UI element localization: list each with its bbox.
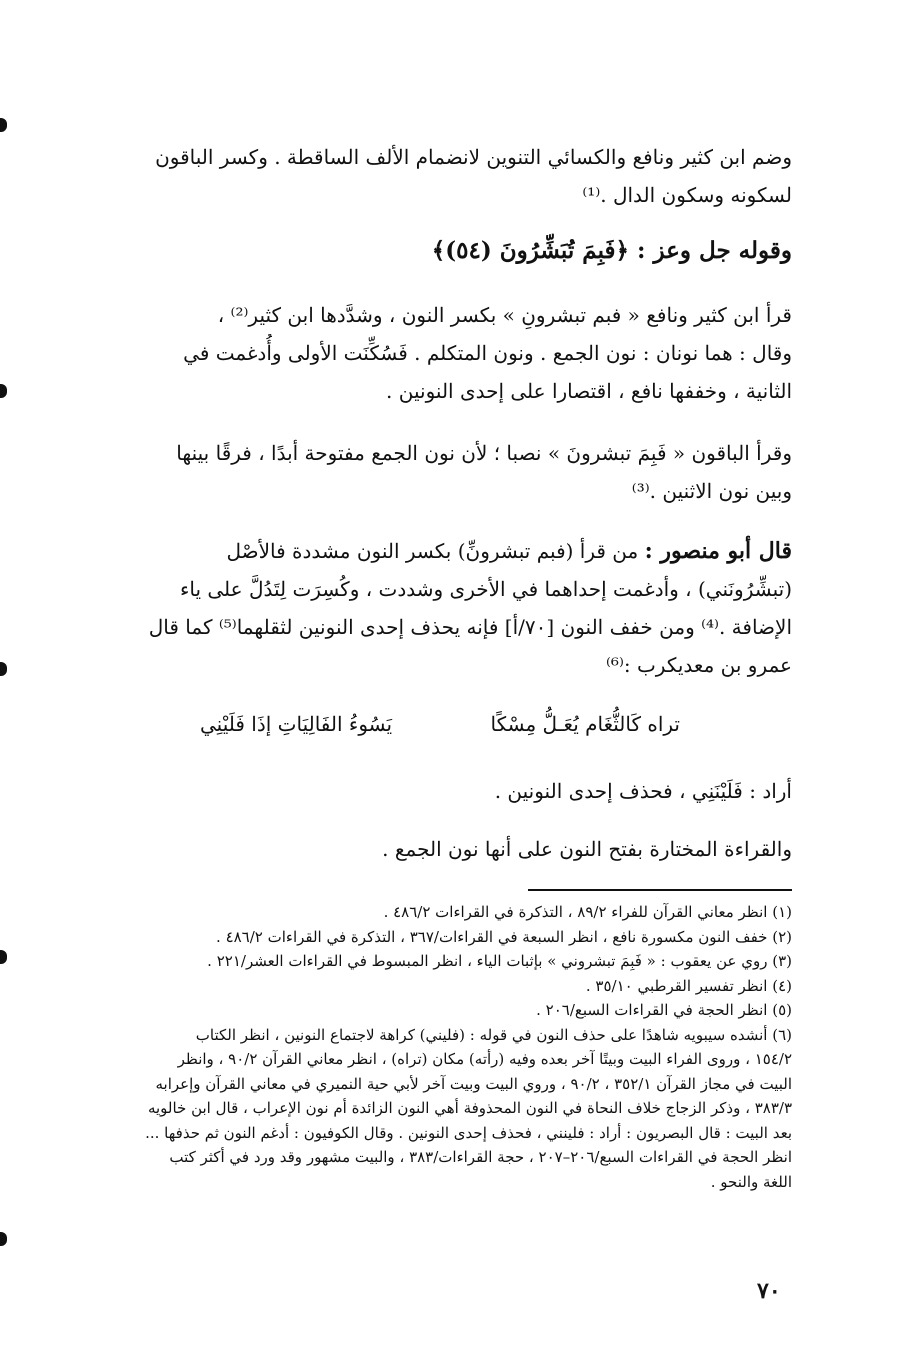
footnote-line: (٣) روي عن يعقوب : « فَبِمَ تبشروني » بإثبات الياء ، انظر المبسوط في القراءات العشر/٢٢١ . [207, 952, 792, 970]
poem-hemistich-1: تراه كَالثُّغَام يُعَـلُّ مِسْكًا [490, 712, 680, 736]
text-line: الثانية ، وخففها نافع ، اقتصارا على إحدى النونين . [386, 379, 792, 403]
paragraph-6 [92, 830, 792, 868]
footnote-line: (٤) انظر تفسير القرطبي ٣٥/١٠ . [585, 976, 792, 995]
paragraph-5 [92, 772, 792, 810]
page-number: ٧٠ [757, 1278, 781, 1304]
text-line: أراد : فَلَيْنَنِي ، فحذف إحدى النونين . [494, 779, 792, 803]
footnote-line: اللغة والنحو . [710, 1172, 792, 1191]
footnote-line: بعد البيت : قال البصريون : أراد : فلينني ، فحذف إحدى النونين . وقال الكوفيون : أدغم النون ثم حذفها ... [145, 1123, 792, 1142]
footnotes [92, 900, 792, 1194]
scan-margin-mark [0, 662, 7, 676]
text-line: قرأ ابن كثير ونافع « فبم تبشرونِ » بكسر النون ، وشدَّدها ابن كثير⁽²⁾ ، [217, 303, 792, 327]
footnote-line: انظر الحجة في القراءات السبع/٢٠٦–٢٠٧ ، حجة القراءات/٣٨٣ ، والبيت مشهور وقد ورد في أكثر كتب [169, 1148, 792, 1166]
footnote-divider [528, 889, 792, 891]
paragraph-3 [92, 434, 792, 510]
footnote-line: (٥) انظر الحجة في القراءات السبع/٢٠٦ . [536, 1001, 792, 1019]
text-line: وضم ابن كثير ونافع والكسائي التنوين لانضمام الألف الساقطة . وكسر الباقون [155, 145, 792, 169]
text-line: عمرو بن معديكرب :⁽⁶⁾ [606, 653, 792, 677]
scan-margin-mark [0, 118, 7, 132]
footnote-line: البيت في مجاز القرآن ٣٥٢/١ ، ٩٠/٢ ، وروي البيت وبيت آخر لأبي حية النميري في معاني القرآن وإعرابه [155, 1074, 792, 1093]
text-line: وبين نون الاثنين .⁽³⁾ [631, 479, 792, 503]
text-line: (تبشِّرُونَني) ، وأدغمت إحداهما في الأخرى وشددت ، وكُسِرَت لِتَدُلَّ على ياء [179, 577, 792, 601]
poem-hemistich-2: يَسُوءُ الفَالِيَاتِ إذَا فَلَيْنِي [200, 712, 393, 736]
verse-heading [92, 232, 792, 270]
scan-margin-mark [0, 384, 7, 398]
footnote-line: ٣٨٣/٣ ، وذكر الزجاج خلاف النحاة في النون المحذوفة أهي النون الزائدة أم نون الإعراب ، قال ابن خالويه [147, 1099, 792, 1117]
text-line: لسكونه وسكون الدال .⁽¹⁾ [582, 183, 792, 207]
paragraph-1 [92, 138, 792, 214]
scan-margin-mark [0, 1232, 7, 1246]
verse-heading-text: وقوله جل وعز : ﴿فَبِمَ تُبَشِّرُونَ (٥٤)﴾ [431, 237, 792, 264]
text-line [92, 532, 792, 570]
footnote-line: (٦) أنشده سيبويه شاهدًا على حذف النون في قوله : (فليني) كراهة لاجتماع النونين ، انظر الكتاب [195, 1025, 792, 1044]
text-line: والقراءة المختارة بفتح النون على أنها نون الجمع . [382, 837, 792, 861]
paragraph-4 [92, 532, 792, 684]
scan-margin-mark [0, 950, 7, 964]
text-line: وقال : هما نونان : نون الجمع . ونون المتكلم . فَسُكِّنَت الأولى وأُدغمت في [183, 341, 792, 365]
text-line: الإضافة .⁽⁴⁾ ومن خفف النون [٧٠/أ] فإنه يحذف إحدى النونين لثقلهما⁽⁵⁾ كما قال [148, 615, 792, 639]
speaker-lead: قال أبو منصور : [644, 538, 792, 564]
footnote-line: (٢) خفف النون مكسورة نافع ، انظر السبعة في القراءات/٣٦٧ ، التذكرة في القراءات ٤٨٦/٢ . [216, 927, 792, 946]
footnote-line: (١) انظر معاني القرآن للفراء ٨٩/٢ ، التذكرة في القراءات ٤٨٦/٢ . [383, 903, 792, 921]
paragraph-2 [92, 296, 792, 410]
poem-verse [200, 712, 680, 736]
text-line: وقرأ الباقون « فَبِمَ تبشرونَ » نصبا ؛ لأن نون الجمع مفتوحة أبدًا ، فرقًا بينها [176, 441, 792, 465]
footnote-line: ١٥٤/٢ ، وروى الفراء البيت وبيتًا آخر بعده وفيه (رأته) مكان (تراه) ، انظر معاني القرآن ٩٠/٢ ، وانظر [177, 1050, 792, 1068]
text-fragment: من قرأ (فبم تبشرونِّ) بكسر النون مشددة فالأصْل [226, 539, 645, 563]
